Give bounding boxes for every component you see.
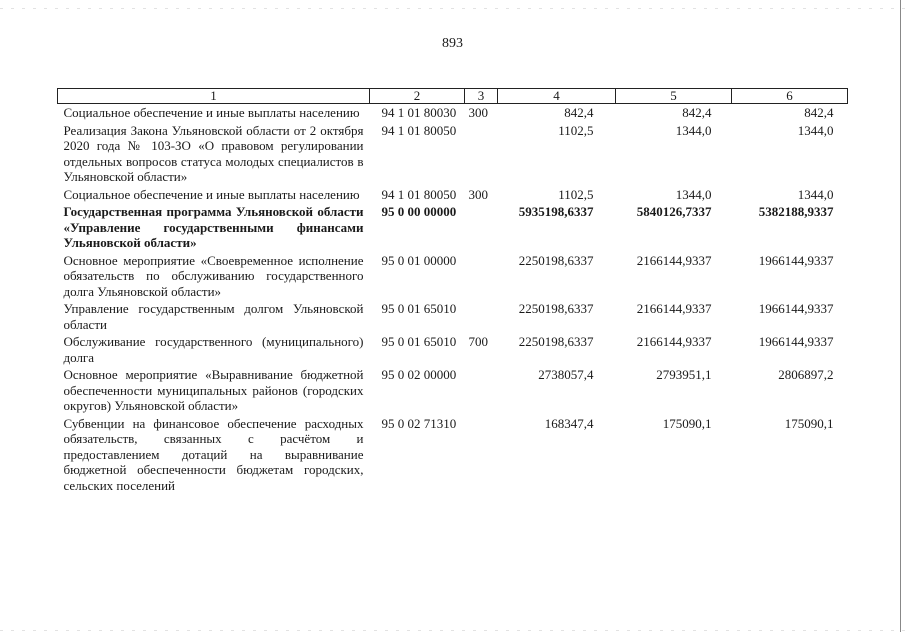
cell-amount-col4: 2250198,6337 — [518, 301, 594, 316]
table-header-row — [58, 89, 848, 104]
cell-expense-type — [465, 252, 498, 301]
cell-description: Реализация Закона Ульяновской области от 2 октября 2020 года № 103-ЗО «О правовом регулировании отдельных вопросов статуса молодых специалистов в Ульяновской области» — [63, 122, 364, 184]
cell-amount-col5: 5840126,7337 — [636, 204, 712, 219]
cell-expense-type: 300 — [468, 105, 488, 120]
cell-description: Основное мероприятие «Выравнивание бюджетной обеспеченности муниципальных районов (городских округов) Ульяновской области» — [63, 367, 364, 413]
cell-amount-col4: 842,4 — [564, 105, 594, 120]
table-row — [58, 203, 848, 252]
cell-target-code: 94 1 01 80050 — [381, 122, 457, 138]
table-row — [58, 186, 848, 204]
cell-target-code: 95 0 01 65010 — [381, 334, 457, 349]
page-number: 893 — [442, 36, 463, 51]
header-col-3: 3 — [465, 89, 498, 104]
cell-amount-col5: 1344,0 — [675, 122, 712, 138]
cell-amount-col4: 2738057,4 — [538, 367, 594, 382]
cell-amount-col6: 1344,0 — [797, 186, 834, 202]
cell-expense-type — [465, 300, 498, 333]
cell-amount-col6: 175090,1 — [784, 415, 834, 431]
cell-amount-col5: 2166144,9337 — [636, 301, 712, 316]
page-edge — [900, 0, 901, 632]
table-row — [58, 300, 848, 333]
table-row — [58, 104, 848, 122]
cell-amount-col6: 2806897,2 — [778, 367, 834, 382]
cell-expense-type: 700 — [468, 334, 488, 349]
cell-amount-col4: 1102,5 — [558, 186, 594, 202]
cell-amount-col4: 168347,4 — [544, 415, 594, 431]
cell-target-code: 95 0 02 71310 — [381, 415, 457, 431]
table-row — [58, 122, 848, 186]
header-col-6: 6 — [732, 89, 848, 104]
cell-amount-col5: 175090,1 — [662, 415, 712, 431]
table-row — [58, 333, 848, 366]
cell-amount-col5: 2166144,9337 — [636, 252, 712, 268]
table-body — [58, 104, 848, 495]
table-row — [58, 366, 848, 415]
cell-amount-col6: 842,4 — [804, 105, 834, 120]
table-row — [58, 415, 848, 495]
table-row — [58, 252, 848, 301]
cell-expense-type — [465, 415, 498, 495]
cell-target-code: 95 0 01 65010 — [381, 301, 457, 316]
cell-target-code: 94 1 01 80050 — [381, 186, 457, 202]
cell-description: Социальное обеспечение и иные выплаты населению — [63, 105, 360, 120]
cell-description: Обслуживание государственного (муниципального) долга — [63, 334, 364, 365]
cell-amount-col4: 2250198,6337 — [518, 334, 594, 349]
cell-amount-col5: 2166144,9337 — [636, 334, 712, 349]
cell-target-code: 95 0 00 00000 — [381, 204, 457, 219]
header-col-1: 1 — [58, 89, 370, 104]
cell-expense-type: 300 — [468, 186, 488, 202]
cell-target-code: 95 0 02 00000 — [381, 367, 457, 382]
cell-amount-col5: 2793951,1 — [656, 367, 712, 382]
cell-expense-type — [465, 366, 498, 415]
cell-target-code: 94 1 01 80030 — [381, 105, 457, 120]
cell-amount-col5: 1344,0 — [675, 186, 712, 202]
budget-table — [57, 88, 848, 494]
cell-description: Субвенции на финансовое обеспечение расходных обязательств, связанных с расчётом и предоставлением дотаций на выравнивание бюджетной обеспеченности бюджетам городских, сельских поселений — [63, 415, 364, 493]
cell-description: Социальное обеспечение и иные выплаты населению — [63, 186, 360, 202]
scan-edge-top — [0, 8, 905, 9]
scan-edge-bottom — [0, 630, 905, 631]
cell-description: Основное мероприятие «Своевременное исполнение обязательств по обслуживанию государственного долга Ульяновской области» — [63, 252, 364, 299]
cell-target-code: 95 0 01 00000 — [381, 252, 457, 268]
cell-expense-type — [465, 203, 498, 252]
cell-amount-col6: 1966144,9337 — [758, 301, 834, 316]
cell-amount-col6: 1966144,9337 — [758, 252, 834, 268]
header-col-2: 2 — [370, 89, 465, 104]
cell-amount-col4: 5935198,6337 — [518, 204, 594, 219]
header-col-5: 5 — [616, 89, 732, 104]
cell-amount-col6: 1966144,9337 — [758, 334, 834, 349]
cell-amount-col6: 1344,0 — [797, 122, 834, 138]
cell-expense-type — [465, 122, 498, 186]
cell-amount-col4: 1102,5 — [558, 122, 594, 138]
cell-amount-col5: 842,4 — [682, 105, 712, 120]
cell-amount-col4: 2250198,6337 — [518, 252, 594, 268]
cell-amount-col6: 5382188,9337 — [758, 204, 834, 219]
cell-description: Государственная программа Ульяновской области «Управление государственными финансами Ульяновской области» — [63, 204, 364, 250]
header-col-4: 4 — [498, 89, 616, 104]
cell-description: Управление государственным долгом Ульяновской области — [63, 301, 364, 332]
